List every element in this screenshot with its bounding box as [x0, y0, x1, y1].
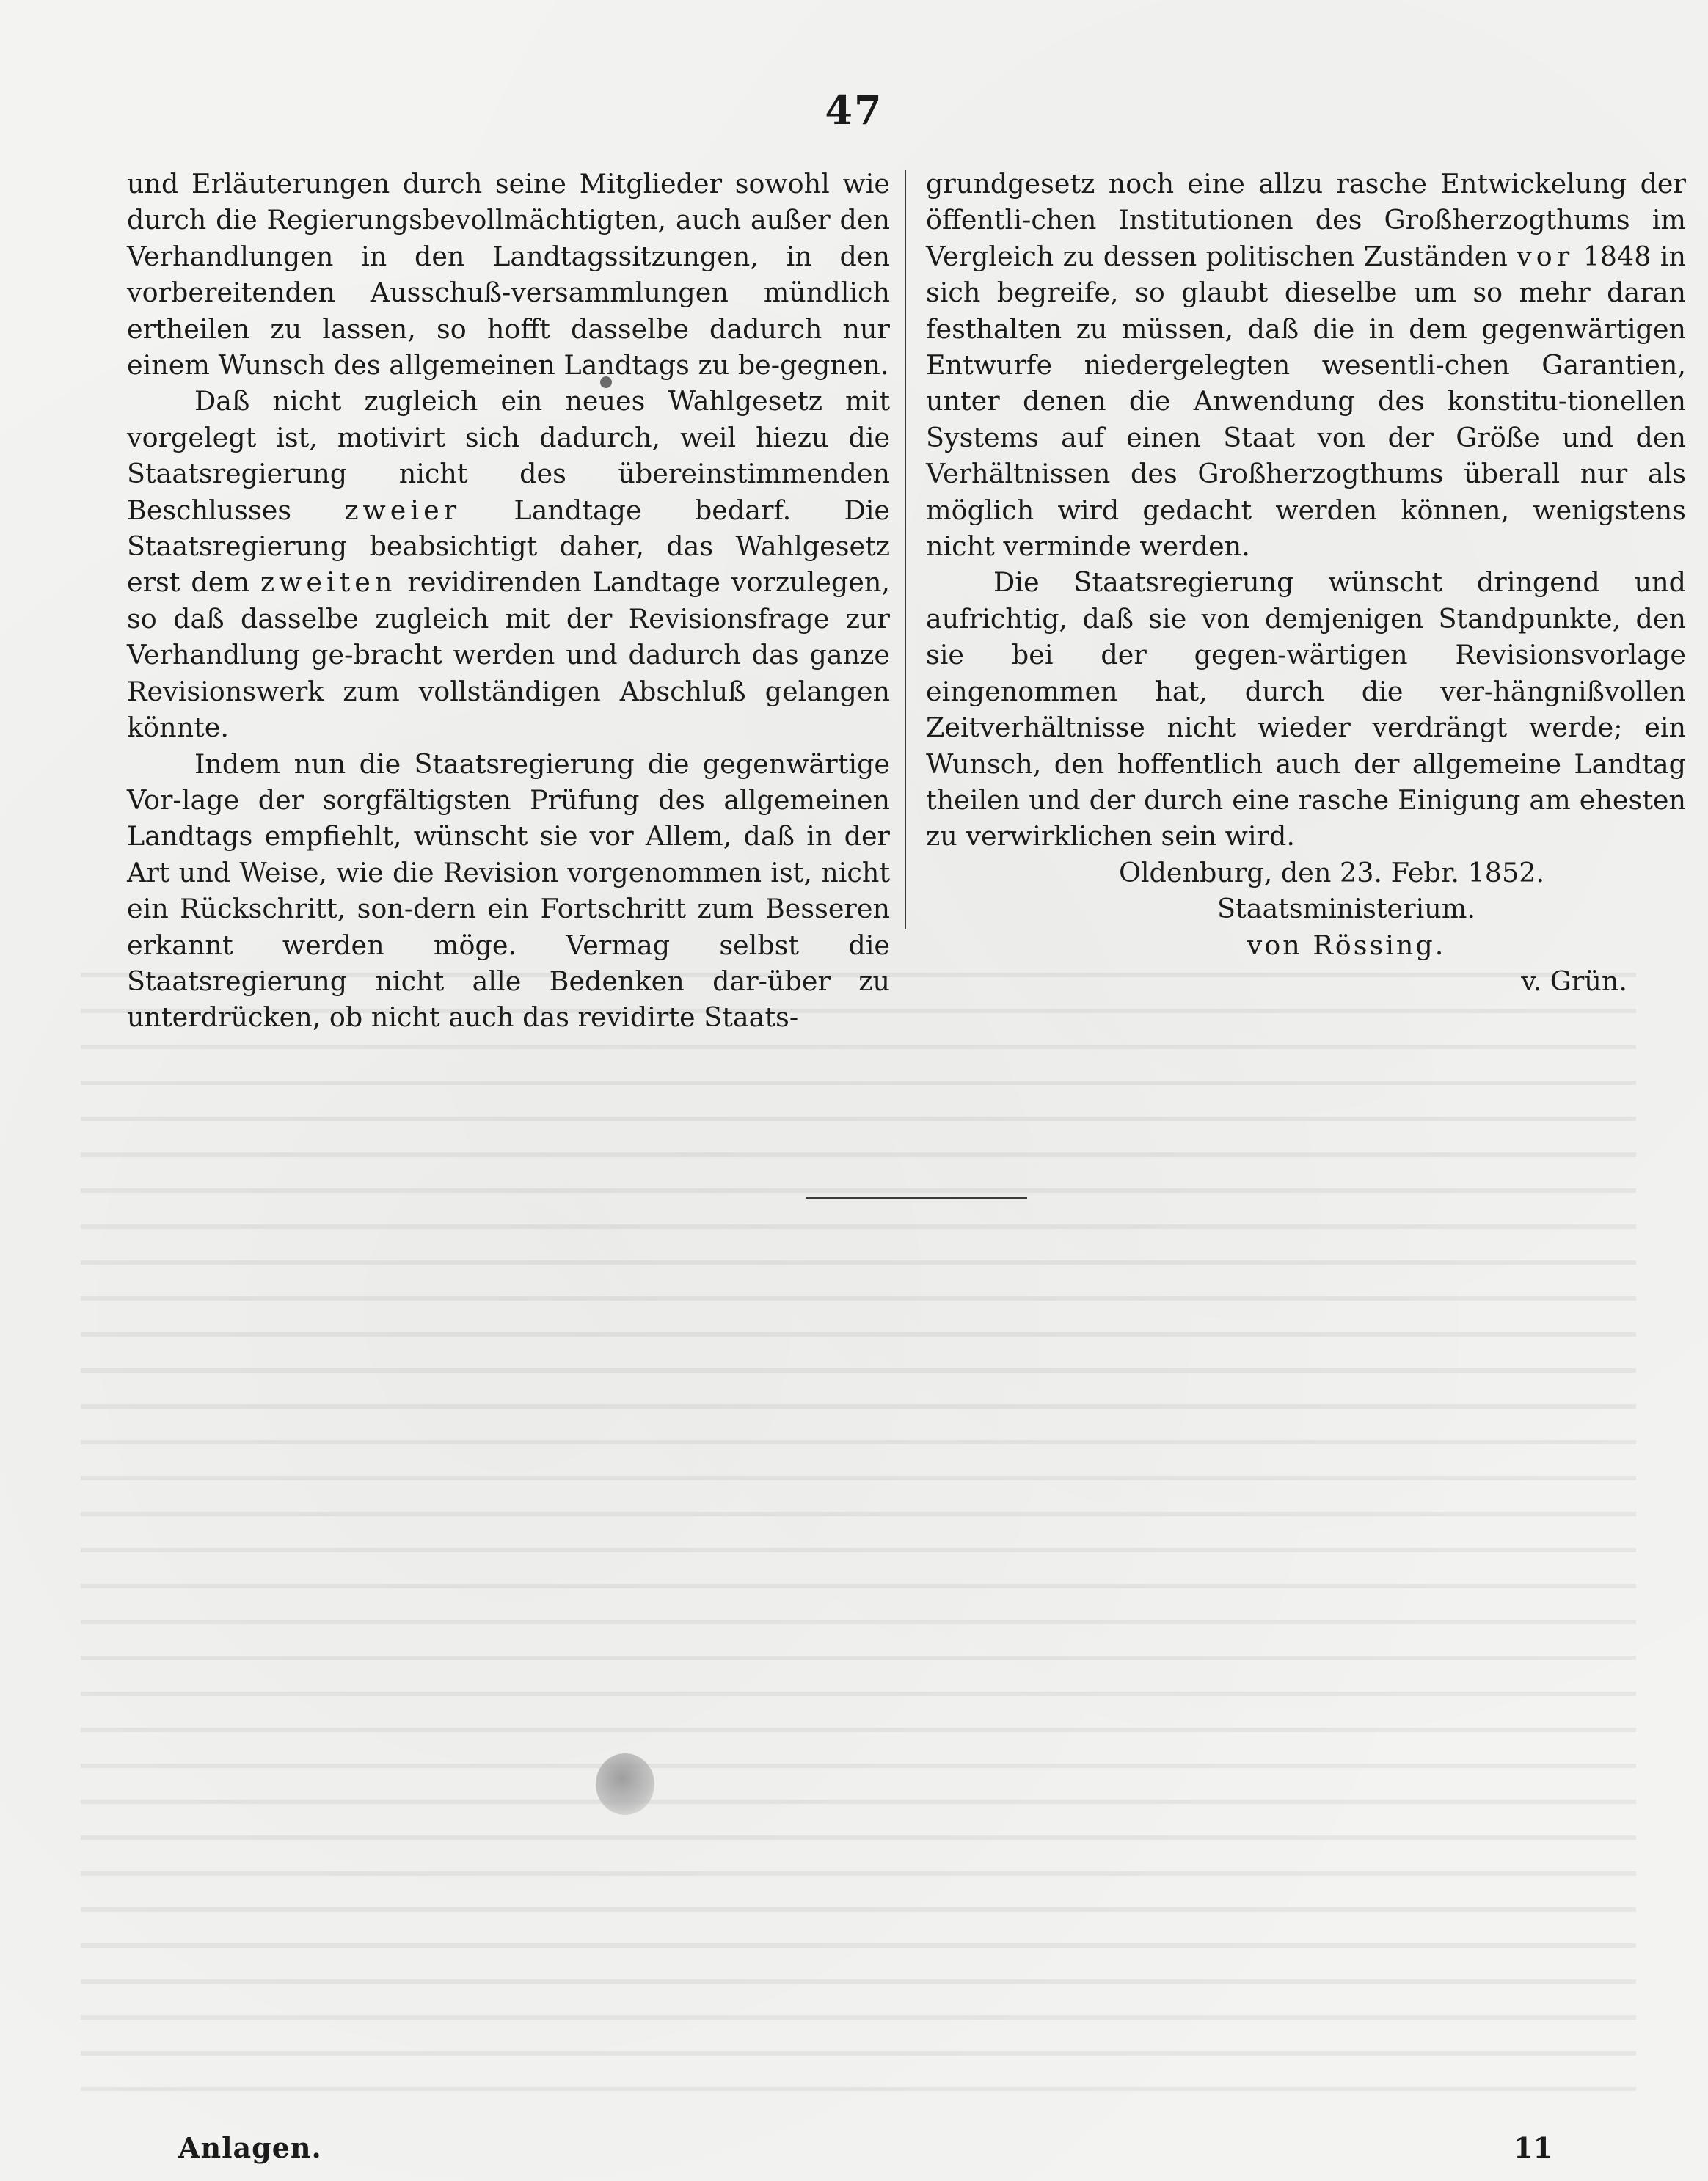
paper-stain	[596, 1753, 654, 1815]
right-paragraph-2: Die Staatsregierung wünscht dringend und aufrichtig, daß sie von demjenigen Standpunkte, den sie bei der gegen-wärtigen Revisionsvorlage eingenommen hat, durch die ver-hängnißvollen Zeitverhältnisse nicht wieder verdrängt werde; ein Wunsch, den hoffentlich auch der allgemeine Landtag theilen und der durch eine rasche Einigung am ehesten zu verwirklichen sein wird.	[926, 566, 1686, 852]
date-line: Oldenburg, den 23. Febr. 1852.	[1118, 856, 1545, 888]
left-text-column	[127, 166, 890, 1036]
right-text-column	[926, 166, 1686, 999]
page-number: 47	[825, 87, 883, 134]
spaced-word-zweiten: zweiten	[260, 566, 397, 599]
right-paragraph-1-part-c: 1848 in sich begreife, so glaubt dieselbe um so mehr daran festhalten zu müssen, daß die in dem gegenwärtigen Entwurfe niedergelegten wesentli-chen Garantien, unter denen die Anwendung des konstitu-tionellen Systems auf einen Staat von der Größe und den Verhältnissen des Großherzogthums überall nur als möglich wird gedacht werden können, wenigstens nicht verminde werden.	[926, 240, 1686, 563]
right-paragraph-1-part-a: grundgesetz noch eine allzu rasche Entwickelung der öffentli-chen Institutionen des Großherzogthums im Vergleich zu dessen politischen Zuständen	[926, 168, 1686, 272]
section-end-rule	[806, 1197, 1027, 1199]
left-paragraph-2	[127, 383, 890, 745]
signer-main: von Rössing.	[1247, 929, 1446, 961]
signer-second: v. Grün.	[1521, 965, 1627, 997]
spaced-word-vor: vor	[1517, 240, 1574, 272]
left-paragraph-2-part-e: revidirenden Landtage vorzulegen, so daß dasselbe zugleich mit der Revisionsfrage zur Verhandlung ge-bracht werden und dadurch das ganze Revisionswerk zum vollständigen Abschluß gelangen könnte.	[127, 566, 890, 744]
spaced-word-zweier: zweier	[344, 494, 461, 526]
left-paragraph-2-part-a: Daß nicht zugleich ein neues Wahlgesetz mit vorgelegt ist, motivirt sich dadurch, weil hiezu die Staatsregierung nicht des übereinstimmenden Beschlusses	[127, 385, 890, 526]
left-paragraph-1: und Erläuterungen durch seine Mitglieder sowohl wie durch die Regierungsbevollmächtigten, auch außer den Verhandlungen in den Landtagssitzungen, in den vorbereitenden Ausschuß-versammlungen mündlich ertheilen zu lassen, so hofft dasselbe dadurch nur einem Wunsch des allgemeinen Landtags zu be-gegnen.	[127, 168, 890, 381]
left-paragraph-3: Indem nun die Staatsregierung die gegenwärtige Vor-lage der sorgfältigsten Prüfung des allgemeinen Landtags empfiehlt, wünscht sie vor Allem, daß in der Art und Weise, wie die Revision vorgenommen ist, nicht ein Rückschritt, son-dern ein Fortschritt zum Besseren erkannt werden möge. Vermag selbst die Staatsregierung nicht alle Bedenken dar-über zu unterdrücken, ob nicht auch das revidirte Staats-	[127, 748, 890, 1034]
footer-signature-mark: Anlagen.	[178, 2131, 322, 2164]
column-divider	[905, 170, 906, 929]
bleed-through-texture	[81, 946, 1636, 2091]
footer-sheet-number: 11	[1514, 2131, 1552, 2164]
ministry-line: Staatsministerium.	[1217, 893, 1475, 925]
left-paragraph-2-part-c: Landtage bedarf. Die Staatsregierung beabsichtigt daher, das Wahlgesetz erst dem	[127, 494, 890, 599]
right-paragraph-1	[926, 166, 1686, 564]
